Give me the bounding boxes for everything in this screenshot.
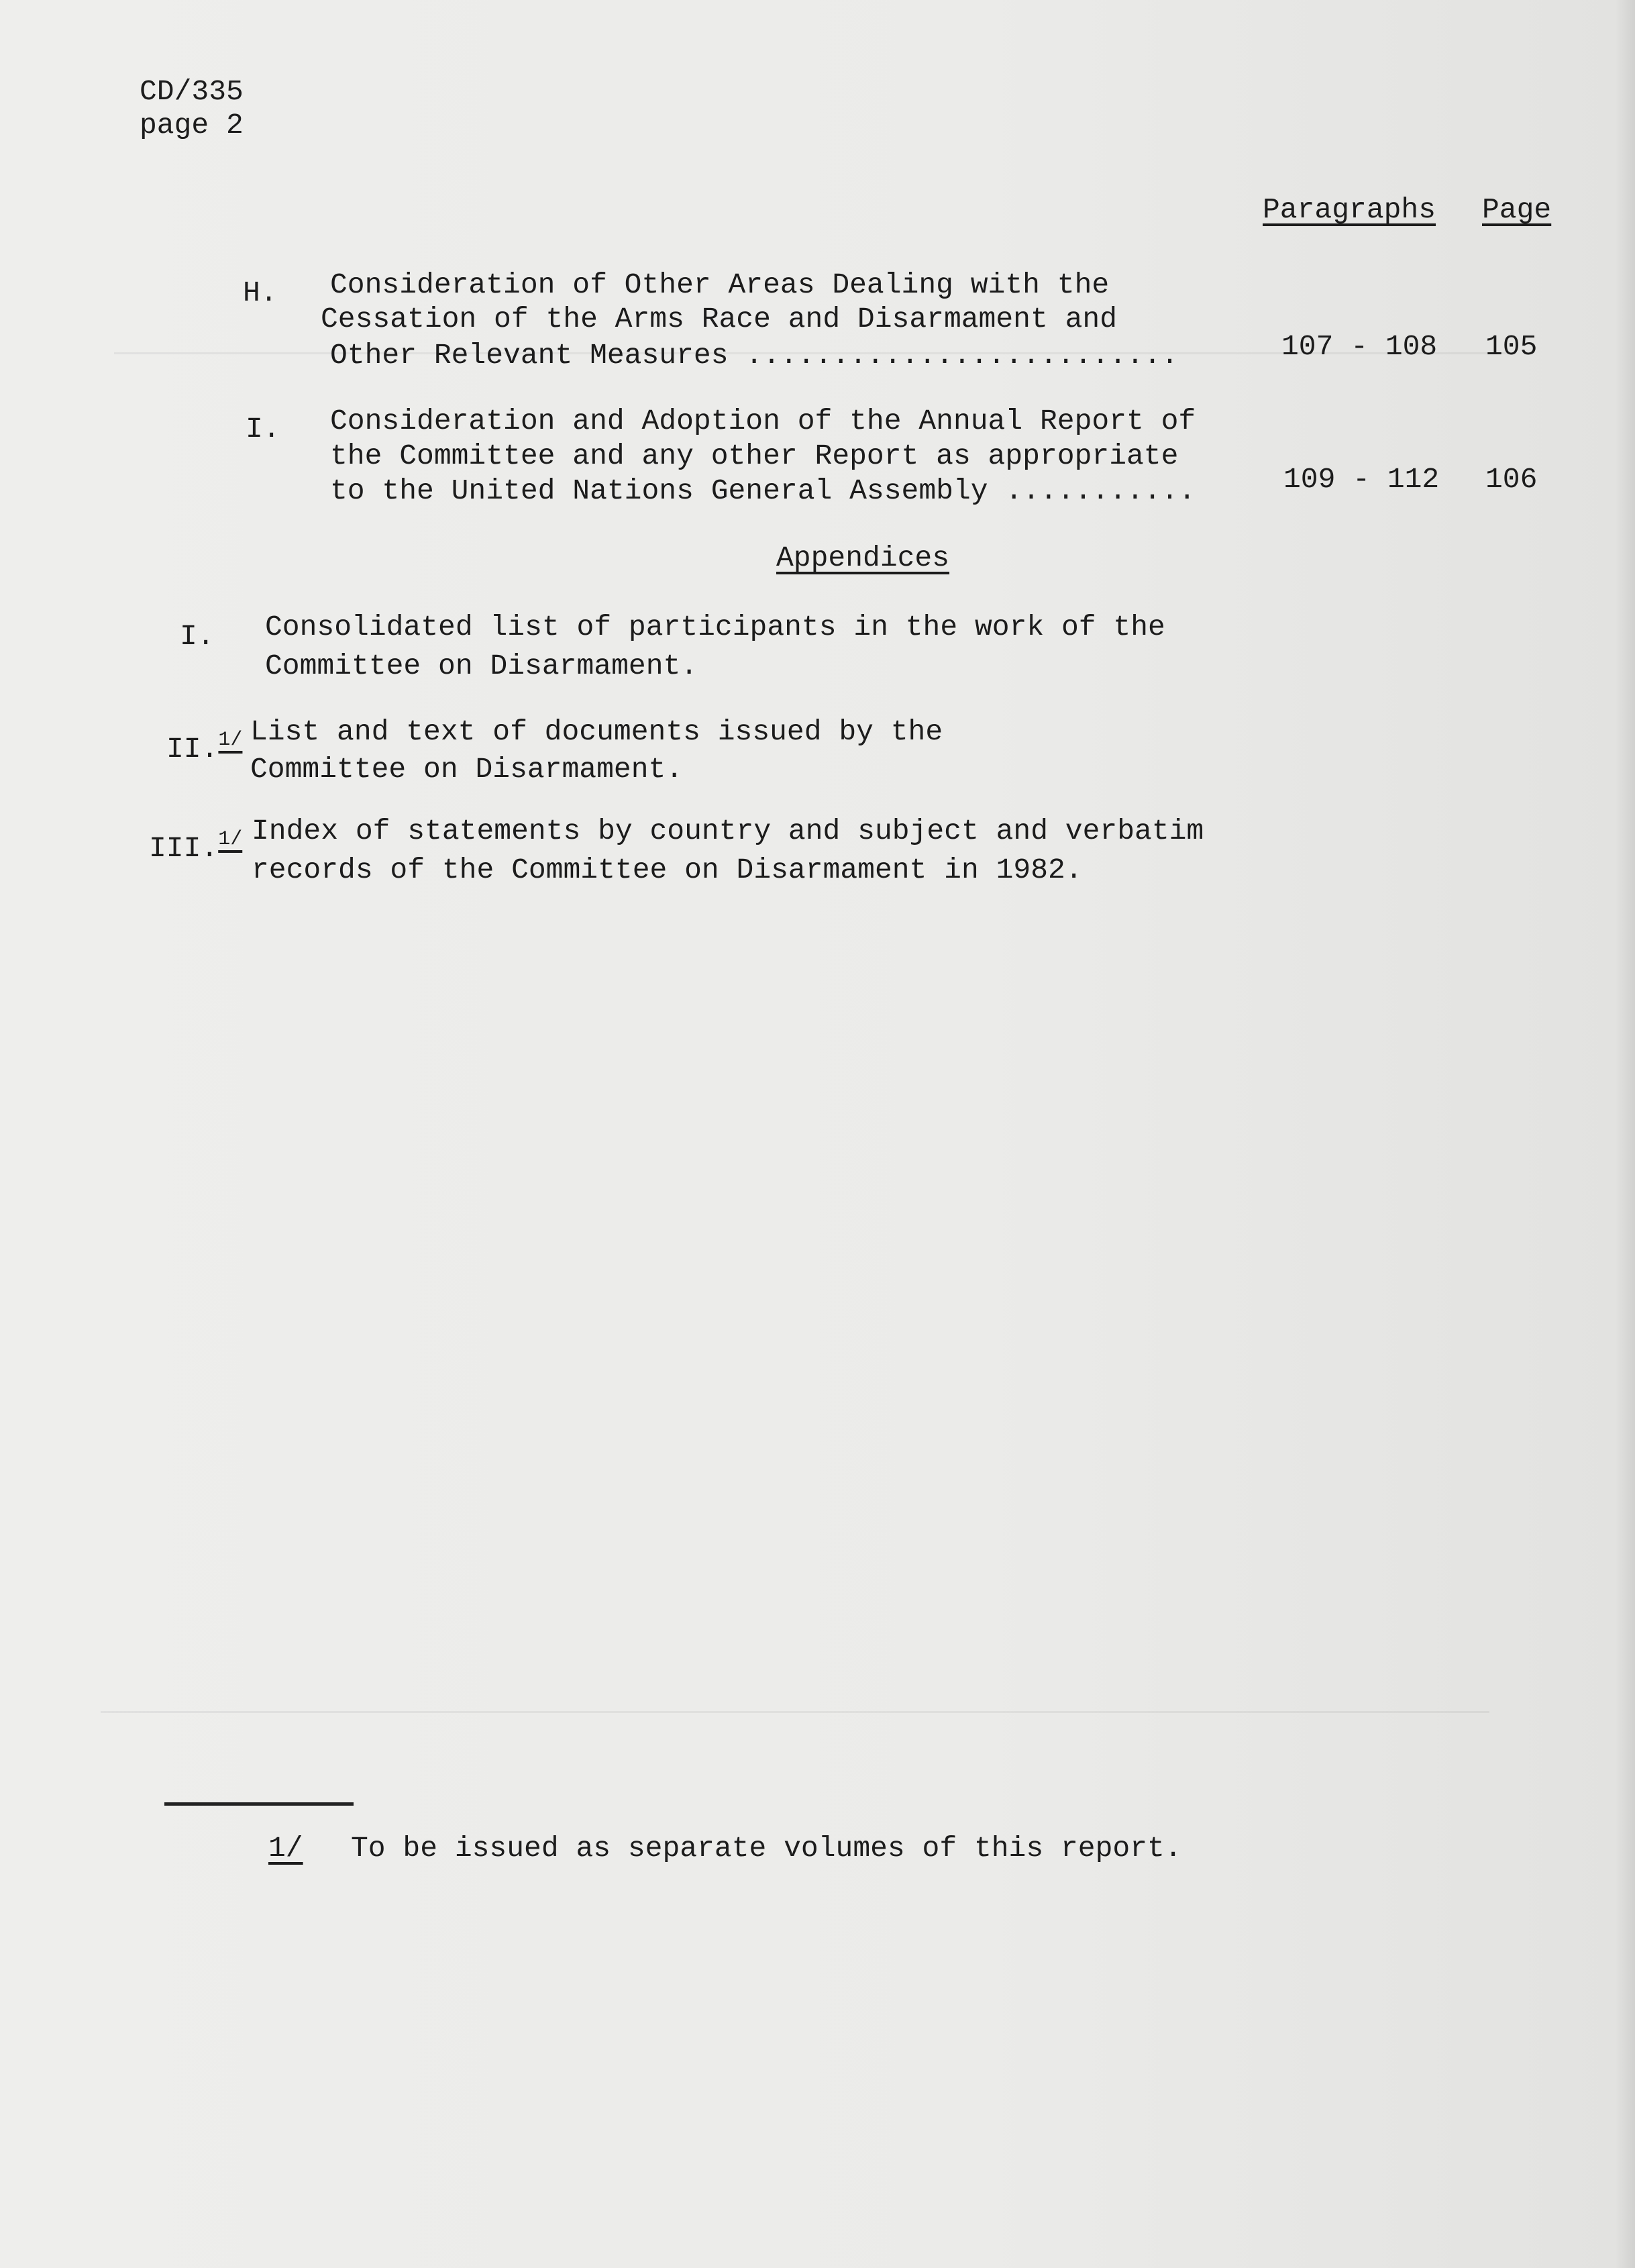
toc-item-line: Consideration and Adoption of the Annual Report of (330, 405, 1196, 437)
footnote-mark: 1/ (268, 1832, 303, 1865)
footnote-mark: 1/ (218, 729, 243, 752)
appendix-numeral: I. (180, 620, 215, 653)
toc-page-number: 105 (1485, 330, 1538, 363)
toc-item-letter: I. (246, 413, 280, 446)
toc-paragraph-range: 107 - 108 (1281, 330, 1438, 363)
column-heading-page: Page (1482, 193, 1552, 226)
page-edge-shadow (1615, 0, 1635, 2268)
appendix-line: Consolidated list of participants in the work of the (265, 611, 1165, 643)
appendix-numeral-with-footnote (166, 723, 242, 766)
appendix-line: Index of statements by country and subject and verbatim (252, 815, 1204, 847)
toc-paragraph-range: 109 - 112 (1283, 463, 1440, 496)
appendix-line: Committee on Disarmament. (265, 650, 698, 682)
document-symbol: CD/335 (140, 75, 244, 108)
toc-page-number: 106 (1485, 463, 1538, 496)
show-through-rule (101, 1711, 1489, 1713)
appendices-heading: Appendices (776, 542, 950, 574)
appendix-line: records of the Committee on Disarmament in 1982. (252, 854, 1083, 886)
appendix-numeral-with-footnote (149, 823, 242, 866)
footnote-text: To be issued as separate volumes of this report. (351, 1832, 1182, 1865)
appendix-numeral: II. (166, 733, 219, 766)
appendix-line: List and text of documents issued by the (250, 715, 943, 748)
toc-item-line: Cessation of the Arms Race and Disarmament and (321, 303, 1117, 336)
toc-item-line: to the United Nations General Assembly ........... (330, 474, 1196, 507)
appendix-line: Committee on Disarmament. (250, 753, 684, 786)
appendix-numeral: III. (149, 832, 219, 865)
footnote-mark: 1/ (218, 828, 243, 851)
toc-item-line: the Committee and any other Report as appropriate (330, 440, 1179, 472)
toc-item-line: Consideration of Other Areas Dealing with the (330, 268, 1110, 301)
footnote-separator (164, 1802, 354, 1806)
toc-item-letter: H. (243, 276, 278, 309)
column-heading-paragraphs: Paragraphs (1263, 193, 1436, 226)
page-label: page 2 (140, 109, 244, 142)
toc-item-line: Other Relevant Measures ......................... (330, 339, 1179, 372)
